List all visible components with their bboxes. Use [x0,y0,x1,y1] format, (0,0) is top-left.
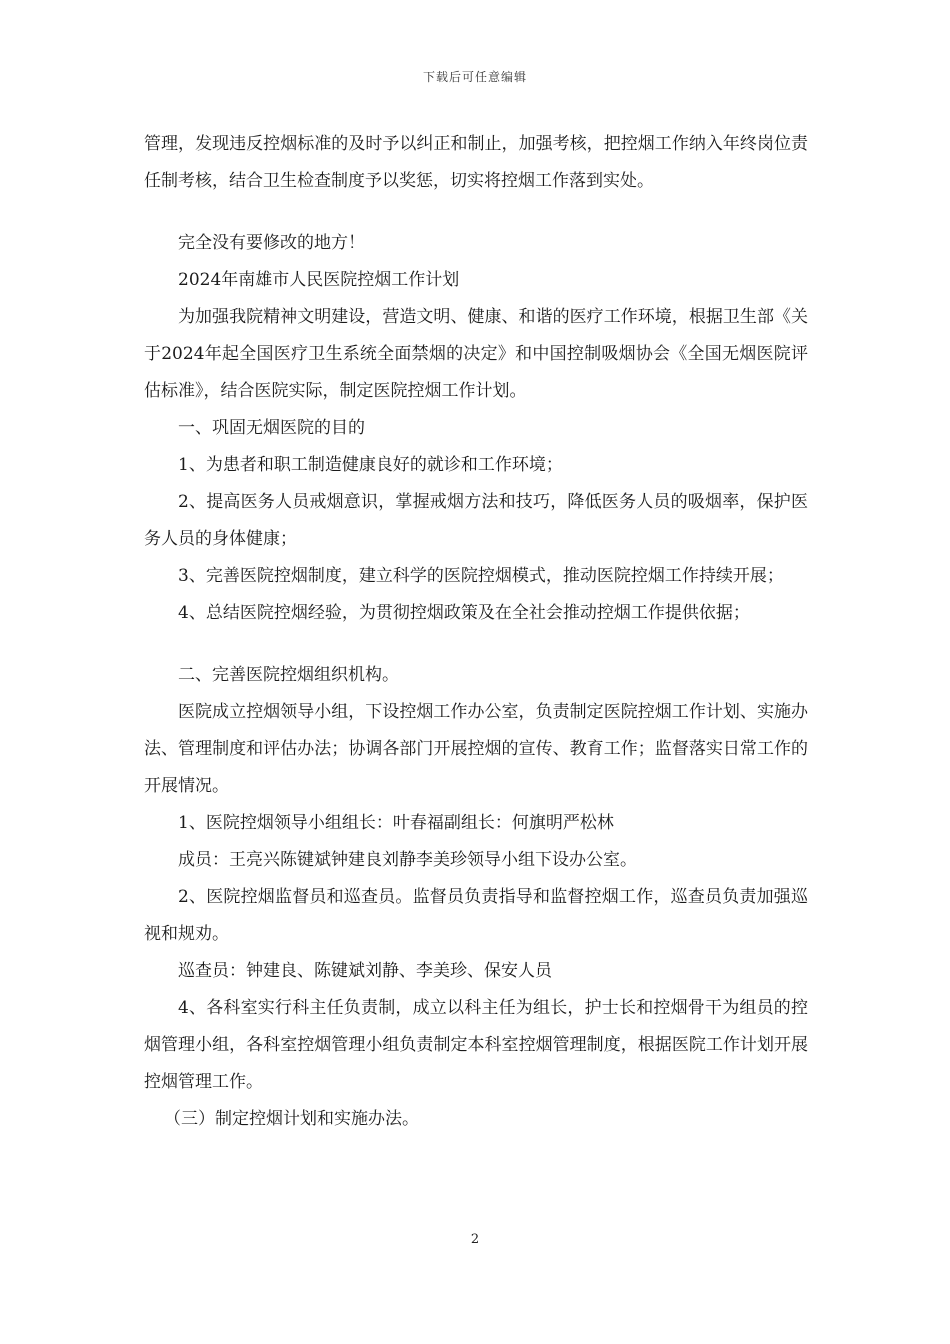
list-item: 3、完善医院控烟制度，建立科学的医院控烟模式，推动医院控烟工作持续开展； [178,566,784,586]
list-item: 1、医院控烟领导小组组长：叶春福副组长：何旗明严松林 [178,813,614,833]
paragraph-gap [144,632,808,657]
section-heading-3: （三）制定控烟计划和实施办法。 [164,1109,419,1129]
paragraph-organization: 医院成立控烟领导小组，下设控烟工作办公室，负责制定医院控烟工作计划、实施办法、管理制度和评估办法；协调各部门开展控烟的宣传、教育工作；监督落实日常工作的开展情况。 [144,702,808,796]
paragraph-inspectors: 巡查员：钟建良、陈键斌刘静、李美珍、保安人员 [178,961,552,981]
section-heading-1: 一、巩固无烟医院的目的 [178,418,365,438]
list-item: 1、为患者和职工制造健康良好的就诊和工作环境； [178,455,563,475]
page-number: 2 [470,1232,480,1247]
page-header: 下载后可任意编辑 [422,70,527,84]
paragraph-continuation: 管理，发现违反控烟标准的及时予以纠正和制止，加强考核，把控烟工作纳入年终岗位责任制考核，结合卫生检查制度予以奖惩，切实将控烟工作落到实处。 [144,134,808,191]
list-item: 2、医院控烟监督员和巡查员。监督员负责指导和监督控烟工作，巡查员负责加强巡视和规劝。 [144,887,808,944]
section-heading-2: 二、完善医院控烟组织机构。 [178,665,399,685]
document-body [144,126,808,1138]
paragraph-note: 完全没有要修改的地方！ [178,233,365,253]
document-title: 2024年南雄市人民医院控烟工作计划 [178,270,460,290]
list-item: 4、总结医院控烟经验，为贯彻控烟政策及在全社会推动控烟工作提供依据； [178,603,750,623]
paragraph-gap [144,200,808,225]
paragraph-intro: 为加强我院精神文明建设，营造文明、健康、和谐的医疗工作环境，根据卫生部《关于2024年起全国医疗卫生系统全面禁烟的决定》和中国控制吸烟协会《全国无烟医院评估标准》，结合医院实际，制定医院控烟工作计划。 [144,307,808,401]
list-item: 2、提高医务人员戒烟意识，掌握戒烟方法和技巧，降低医务人员的吸烟率，保护医务人员的身体健康； [144,492,808,549]
paragraph-members: 成员：王亮兴陈键斌钟建良刘静李美珍领导小组下设办公室。 [178,850,637,870]
list-item: 4、各科室实行科主任负责制，成立以科主任为组长，护士长和控烟骨干为组员的控烟管理小组，各科室控烟管理小组负责制定本科室控烟管理制度，根据医院工作计划开展控烟管理工作。 [144,998,808,1092]
